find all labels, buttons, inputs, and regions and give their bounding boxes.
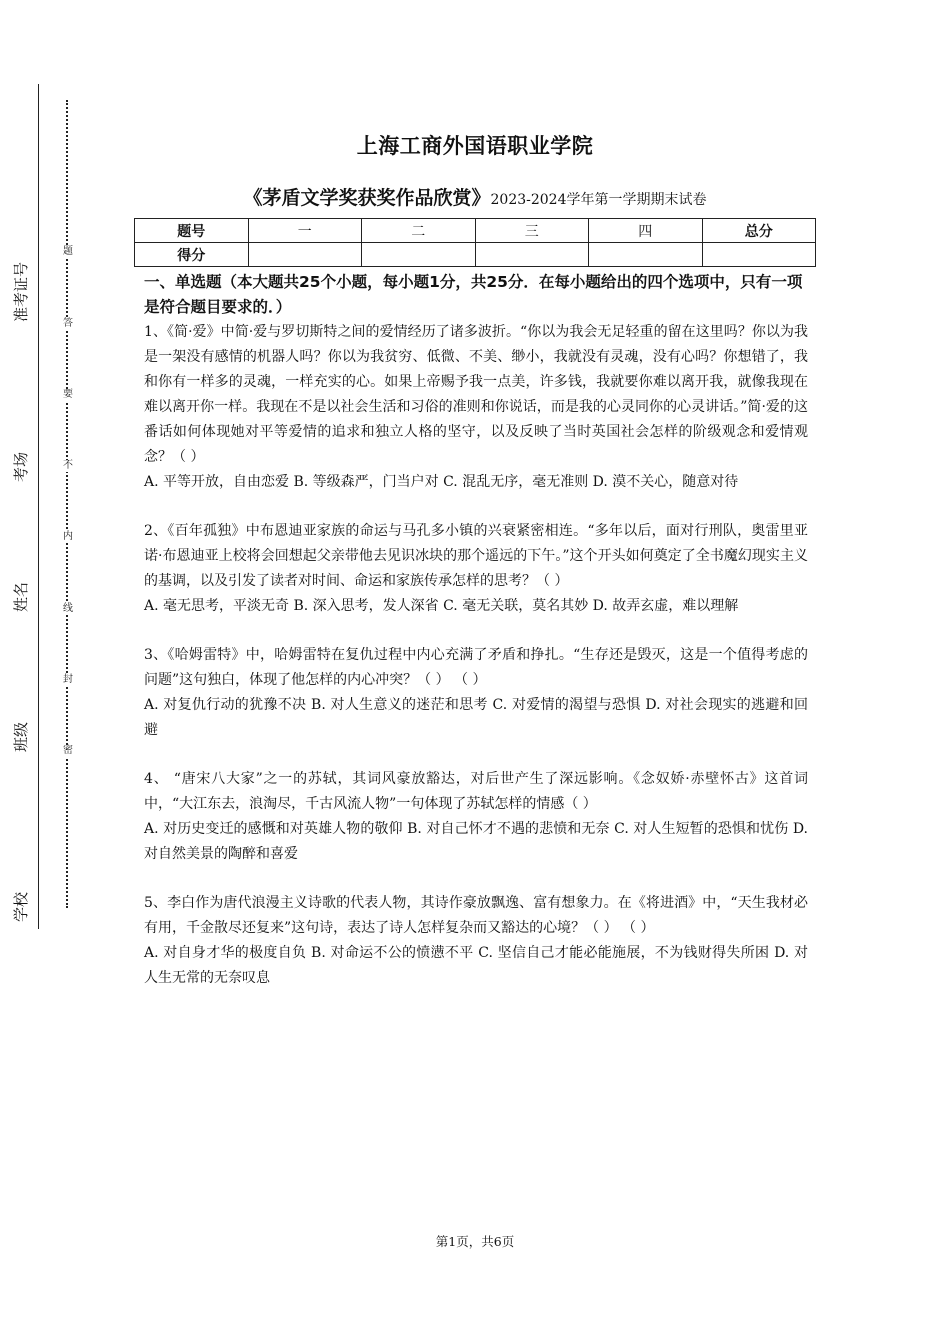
exam-room-label: 考场 [12,451,30,482]
question-options: A. 平等开放，自由恋爱 B. 等级森严，门当户对 C. 混乱无序，毫无准则 D. 漠不关心，随意对待 [144,474,739,490]
score-input-cell[interactable] [362,243,476,267]
score-cell: 题号 [135,219,249,243]
exam-term: 2023-2024学年第一学期期末试卷 [490,192,707,208]
section-title: 一、单选题（本大题共25个小题，每小题1分，共25分．在每小题给出的四个选项中，只有一项是符合题目要求的．） [144,273,803,316]
exam-title [0,183,950,210]
score-label-cell: 得分 [135,243,249,267]
seal-char: 线 [63,603,73,614]
question-text: 5、李白作为唐代浪漫主义诗歌的代表人物，其诗作豪放飘逸、富有想象力。在《将进酒》中，“天生我材必有用，千金散尽还复来”这句诗，表达了诗人怎样复杂而又豁达的心境？（ ） （ ） [144,895,808,936]
score-input-cell[interactable] [475,243,589,267]
question [144,767,808,867]
seal-char: 题 [63,246,73,257]
score-cell: 四 [589,219,703,243]
class-label: 班级 [12,721,30,752]
score-input-cell[interactable] [248,243,362,267]
score-cell: 二 [362,219,476,243]
seal-dotted-line [66,100,68,908]
question [144,320,808,495]
exam-number-label: 准考证号 [12,261,30,322]
seal-char: 不 [63,460,73,471]
question-options: A. 对复仇行动的犹豫不决 B. 对人生意义的迷茫和思考 C. 对爱情的渴望与恐惧 D. 对社会现实的逃避和回避 [144,697,808,738]
question-text: 4、 “唐宋八大家”之一的苏轼，其词风豪放豁达，对后世产生了深远影响。《念奴娇·赤壁怀古》这首词中，“大江东去，浪淘尽，千古风流人物”一句体现了苏轼怎样的情感（ ） [144,771,808,812]
question [144,519,808,619]
score-input-cell[interactable] [702,243,816,267]
school-label: 学校 [12,891,30,922]
score-cell: 总分 [702,219,816,243]
question-text: 3、《哈姆雷特》中，哈姆雷特在复仇过程中内心充满了矛盾和挣扎。“生存还是毁灭，这是一个值得考虑的问题”这句独白，体现了他怎样的内心冲突？（ ） （ ） [144,647,808,688]
page-footer: 第1页，共6页 [435,1234,515,1249]
score-table-header-row [135,219,816,243]
seal-char: 答 [63,318,73,329]
name-label: 姓名 [12,581,30,612]
binding-solid-line [38,84,39,929]
question-options: A. 毫无思考，平淡无奇 B. 深入思考，发人深省 C. 毫无关联，莫名其妙 D. 故弄玄虚，难以理解 [144,598,739,614]
question-options: A. 对历史变迁的感慨和对英雄人物的敬仰 B. 对自己怀才不遇的悲愤和无奈 C. 对人生短暂的恐惧和忧伤 D. 对自然美景的陶醉和喜爱 [144,821,808,862]
score-table-score-row [135,243,816,267]
school-name: 上海工商外国语职业学院 [356,134,594,158]
seal-char: 封 [63,674,73,685]
exam-content [144,270,808,991]
seal-char: 内 [63,531,73,542]
question-text: 1、《简·爱》中简·爱与罗切斯特之间的爱情经历了诸多波折。“你以为我会无足轻重的留在这里吗？你以为我是一架没有感情的机器人吗？你以为我贫穷、低微、不美、缈小，我就没有灵魂，没有心吗？你想错了，我和你有一样多的灵魂，一样充实的心。如果上帝赐予我一点美，许多钱，我就要你难以离开我，就像我现在难以离开你一样。我现在不是以社会生活和习俗的准则和你说话，而是我的心灵同你的心灵讲话。”简·爱的这番话如何体现她对平等爱情的追求和独立人格的坚守，以及反映了当时英国社会怎样的阶级观念和爱情观念？（ ） [144,324,808,465]
score-table [134,218,816,267]
question-options: A. 对自身才华的极度自负 B. 对命运不公的愤懑不平 C. 坚信自己才能必能施展，不为钱财得失所困 D. 对人生无常的无奈叹息 [144,945,808,986]
score-cell: 三 [475,219,589,243]
question [144,891,808,991]
seal-char: 要 [63,389,73,400]
seal-char: 密 [63,745,73,756]
score-input-cell[interactable] [589,243,703,267]
question-text: 2、《百年孤独》中布恩迪亚家族的命运与马孔多小镇的兴衰紧密相连。“多年以后，面对行刑队，奥雷里亚诺·布恩迪亚上校将会回想起父亲带他去见识冰块的那个遥远的下午。”这个开头如何奠定了全书魔幻现实主义的基调，以及引发了读者对时间、命运和家族传承怎样的思考？（ ） [144,523,808,589]
question [144,643,808,743]
course-name: 《茅盾文学奖获奖作品欣赏》 [243,187,491,209]
score-cell: 一 [248,219,362,243]
